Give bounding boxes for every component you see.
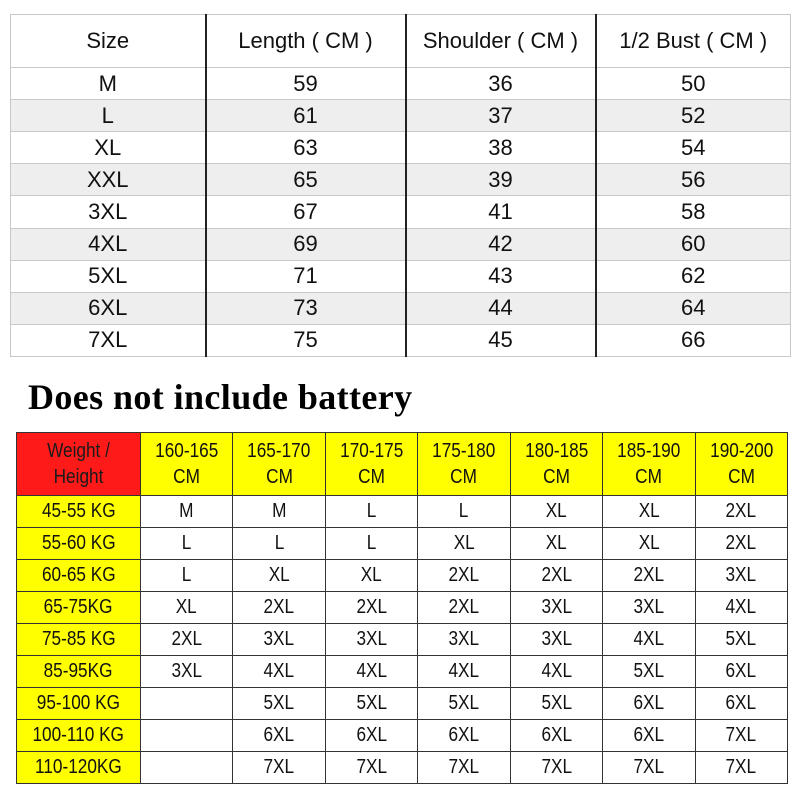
recommended-size-cell: L — [141, 528, 233, 560]
recommended-size-cell: 2XL — [695, 528, 787, 560]
shoulder-cell: 45 — [406, 324, 596, 356]
recommended-size-cell: 6XL — [695, 656, 787, 688]
size-cell: 6XL — [11, 292, 206, 324]
height-unit-label: CM — [265, 466, 293, 488]
recommended-size-cell: 3XL — [418, 624, 510, 656]
recommended-size-cell — [141, 720, 233, 752]
recommended-size-cell: 4XL — [603, 624, 695, 656]
recommended-size-cell: 2XL — [418, 560, 510, 592]
size-cell: 3XL — [11, 196, 206, 228]
recommended-size-cell: 5XL — [603, 656, 695, 688]
length-cell: 71 — [206, 260, 406, 292]
recommended-size-cell: 7XL — [510, 752, 602, 784]
height-unit-label: CM — [727, 466, 755, 488]
recommended-size-cell: 5XL — [325, 688, 417, 720]
size-cell: XXL — [11, 164, 206, 196]
height-range-label: 165-170 — [247, 440, 311, 462]
shoulder-cell: 42 — [406, 228, 596, 260]
recommended-size-cell — [141, 688, 233, 720]
weight-range-cell: 85-95KG — [17, 656, 141, 688]
height-unit-label: CM — [635, 466, 663, 488]
size-cell: XL — [11, 132, 206, 164]
bust-cell: 58 — [596, 196, 791, 228]
weight-range-cell: 55-60 KG — [17, 528, 141, 560]
recommended-size-cell: M — [233, 496, 325, 528]
recommended-size-cell: L — [325, 496, 417, 528]
recommended-size-cell: 2XL — [233, 592, 325, 624]
recommended-size-cell: XL — [510, 528, 602, 560]
recommended-size-cell: 3XL — [233, 624, 325, 656]
recommended-size-cell: 6XL — [603, 688, 695, 720]
size-chart-header-row — [11, 15, 791, 68]
recommended-size-cell: 7XL — [603, 752, 695, 784]
length-cell: 73 — [206, 292, 406, 324]
recommended-size-cell: 7XL — [695, 752, 787, 784]
weight-range-cell: 75-85 KG — [17, 624, 141, 656]
recommended-size-cell: 6XL — [418, 720, 510, 752]
weight-height-corner-cell: Weight / Height — [17, 433, 141, 496]
length-cell: 65 — [206, 164, 406, 196]
recommended-size-cell: 5XL — [418, 688, 510, 720]
size-cell: M — [11, 68, 206, 100]
recommended-size-cell: 2XL — [695, 496, 787, 528]
length-cell: 63 — [206, 132, 406, 164]
size-chart-row — [11, 132, 791, 164]
weight-row — [17, 720, 788, 752]
size-chart-row — [11, 324, 791, 356]
recommended-size-cell: 4XL — [418, 656, 510, 688]
height-weight-table — [16, 432, 788, 784]
height-range-label: 160-165 — [155, 440, 219, 462]
shoulder-cell: 38 — [406, 132, 596, 164]
height-weight-body — [17, 433, 788, 784]
recommended-size-cell: M — [141, 496, 233, 528]
recommended-size-cell: 7XL — [418, 752, 510, 784]
recommended-size-cell: 6XL — [325, 720, 417, 752]
shoulder-cell: 44 — [406, 292, 596, 324]
height-column-header — [325, 433, 417, 496]
height-unit-label: CM — [173, 466, 201, 488]
bust-cell: 56 — [596, 164, 791, 196]
size-chart-row — [11, 292, 791, 324]
height-unit-label: CM — [358, 466, 385, 488]
bust-cell: 54 — [596, 132, 791, 164]
recommended-size-cell: XL — [418, 528, 510, 560]
size-column-header: Size — [11, 15, 206, 68]
recommended-size-cell: 7XL — [233, 752, 325, 784]
recommended-size-cell: XL — [233, 560, 325, 592]
size-chart-row — [11, 260, 791, 292]
recommended-size-cell: L — [233, 528, 325, 560]
size-cell: 5XL — [11, 260, 206, 292]
weight-row — [17, 528, 788, 560]
recommended-size-cell: 3XL — [325, 624, 417, 656]
recommended-size-cell: 3XL — [141, 656, 233, 688]
height-range-label: 185-190 — [617, 440, 681, 462]
shoulder-cell: 36 — [406, 68, 596, 100]
height-unit-label: CM — [450, 466, 478, 488]
shoulder-cell: 39 — [406, 164, 596, 196]
height-header-row — [17, 433, 788, 496]
length-cell: 75 — [206, 324, 406, 356]
bust-cell: 66 — [596, 324, 791, 356]
size-cell: 4XL — [11, 228, 206, 260]
length-cell: 67 — [206, 196, 406, 228]
weight-range-cell: 60-65 KG — [17, 560, 141, 592]
bust-cell: 52 — [596, 100, 791, 132]
height-range-label: 190-200 — [709, 440, 773, 462]
length-cell: 61 — [206, 100, 406, 132]
recommended-size-cell: XL — [603, 528, 695, 560]
recommended-size-cell: 2XL — [325, 592, 417, 624]
length-column-header: Length ( CM ) — [206, 15, 406, 68]
height-column-header — [141, 433, 233, 496]
recommended-size-cell: XL — [510, 496, 602, 528]
size-chart-table — [10, 14, 791, 357]
weight-row — [17, 560, 788, 592]
weight-row — [17, 624, 788, 656]
size-chart-row — [11, 196, 791, 228]
recommended-size-cell: 7XL — [325, 752, 417, 784]
size-chart-row — [11, 164, 791, 196]
weight-row — [17, 656, 788, 688]
size-cell: 7XL — [11, 324, 206, 356]
bust-cell: 64 — [596, 292, 791, 324]
recommended-size-cell: 3XL — [510, 592, 602, 624]
recommended-size-cell: 2XL — [510, 560, 602, 592]
height-range-label: 175-180 — [432, 440, 496, 462]
recommended-size-cell: 5XL — [695, 624, 787, 656]
bust-cell: 62 — [596, 260, 791, 292]
size-chart-body — [11, 68, 791, 357]
size-chart-row — [11, 100, 791, 132]
weight-row — [17, 688, 788, 720]
size-chart-row — [11, 68, 791, 100]
height-unit-label: CM — [543, 466, 570, 488]
recommended-size-cell: 4XL — [325, 656, 417, 688]
recommended-size-cell: 5XL — [233, 688, 325, 720]
bust-column-header: 1/2 Bust ( CM ) — [596, 15, 791, 68]
shoulder-cell: 41 — [406, 196, 596, 228]
height-column-header — [603, 433, 695, 496]
recommended-size-cell: 2XL — [141, 624, 233, 656]
height-column-header — [510, 433, 602, 496]
weight-range-cell: 65-75KG — [17, 592, 141, 624]
recommended-size-cell: XL — [325, 560, 417, 592]
recommended-size-cell: L — [325, 528, 417, 560]
recommended-size-cell: L — [141, 560, 233, 592]
weight-row — [17, 592, 788, 624]
recommended-size-cell: 3XL — [695, 560, 787, 592]
recommended-size-cell: 4XL — [510, 656, 602, 688]
bust-cell: 50 — [596, 68, 791, 100]
recommended-size-cell: 7XL — [695, 720, 787, 752]
recommended-size-cell: 5XL — [510, 688, 602, 720]
recommended-size-cell: 3XL — [510, 624, 602, 656]
length-cell: 59 — [206, 68, 406, 100]
weight-range-cell: 100-110 KG — [17, 720, 141, 752]
height-column-header — [418, 433, 510, 496]
recommended-size-cell: 6XL — [233, 720, 325, 752]
length-cell: 69 — [206, 228, 406, 260]
size-cell: L — [11, 100, 206, 132]
recommended-size-cell: 4XL — [695, 592, 787, 624]
recommended-size-cell: L — [418, 496, 510, 528]
recommended-size-cell: XL — [141, 592, 233, 624]
recommended-size-cell: 3XL — [603, 592, 695, 624]
weight-row — [17, 496, 788, 528]
recommended-size-cell: 4XL — [233, 656, 325, 688]
recommended-size-cell — [141, 752, 233, 784]
weight-range-cell: 45-55 KG — [17, 496, 141, 528]
shoulder-cell: 37 — [406, 100, 596, 132]
recommended-size-cell: 2XL — [418, 592, 510, 624]
recommended-size-cell: 6XL — [510, 720, 602, 752]
weight-row — [17, 752, 788, 784]
height-range-label: 170-175 — [339, 440, 404, 462]
weight-range-cell: 110-120KG — [17, 752, 141, 784]
height-column-header — [695, 433, 787, 496]
recommended-size-cell: 6XL — [603, 720, 695, 752]
weight-range-cell: 95-100 KG — [17, 688, 141, 720]
bust-cell: 60 — [596, 228, 791, 260]
height-range-label: 180-185 — [524, 440, 588, 462]
battery-notice: Does not include battery — [28, 377, 413, 417]
height-column-header — [233, 433, 325, 496]
size-chart-row — [11, 228, 791, 260]
recommended-size-cell: 6XL — [695, 688, 787, 720]
recommended-size-cell: 2XL — [603, 560, 695, 592]
recommended-size-cell: XL — [603, 496, 695, 528]
shoulder-cell: 43 — [406, 260, 596, 292]
shoulder-column-header: Shoulder ( CM ) — [406, 15, 596, 68]
